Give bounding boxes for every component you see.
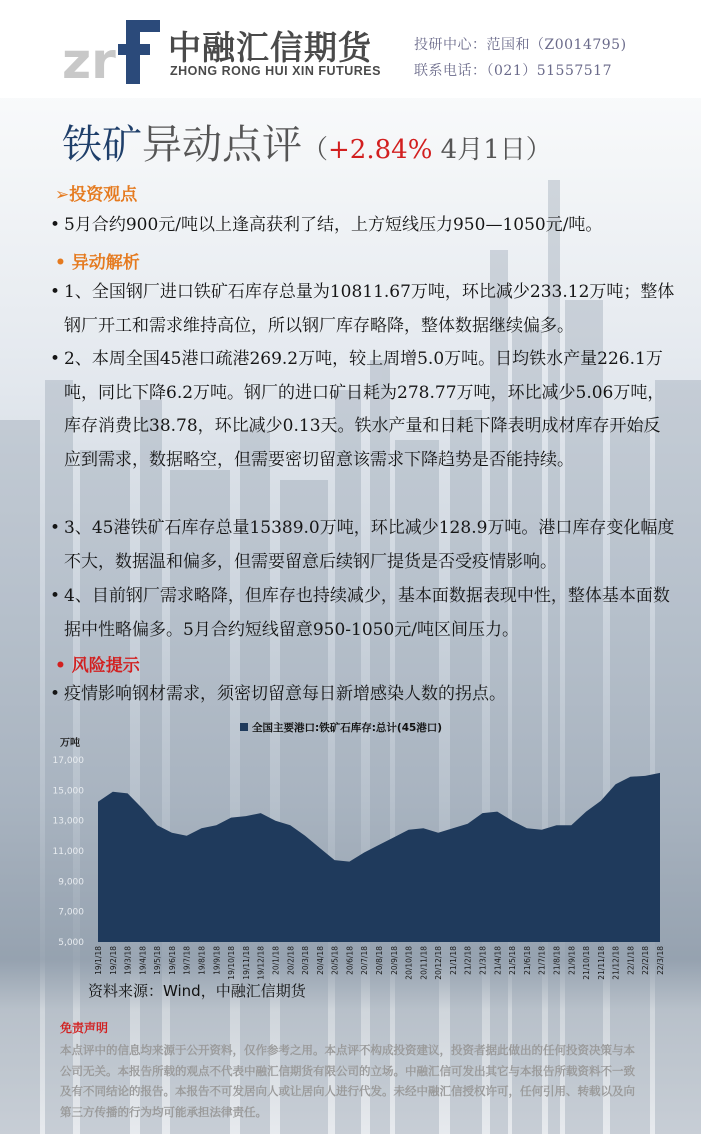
y-tick-label: 9,000 (58, 877, 84, 888)
x-tick-label: 21/6/18 (522, 946, 532, 975)
analysis-item-2: • 2、本周全国45港口疏港269.2万吨，较上周增5.0万吨。日均铁水产量226.1万吨，同比下降6.2万吨。钢厂的进口矿日耗为278.77万吨，环比减少5.06万吨，库存消费比38.78，环比减少0.13天。铁水产量和日耗下降表明成材库存开始反应到需求，数据略空，但需要密切留意该需求下降趋势是否能持续。 (50, 349, 665, 470)
risk-paragraph: • 疫情影响钢材需求，须密切留意每日新增感染人数的拐点。 (50, 684, 506, 704)
x-tick-label: 22/3/18 (656, 946, 665, 975)
x-tick-label: 19/1/18 (94, 946, 103, 975)
report-title (62, 113, 552, 170)
analysis-item-3: • 3、45港铁矿石库存总量15389.0万吨，环比减少128.9万吨。港口库存变化幅度不大，数据温和偏多，但需要留意后续钢厂提货是否受疫情影响。 (50, 518, 675, 572)
legend-label: 全国主要港口:铁矿石库存:总计(45港口) (252, 722, 443, 734)
title-change-pct: +2.84% (328, 135, 433, 165)
data-source: 资料来源：Wind，中融汇信期货 (88, 982, 306, 1000)
company-name-cn: 中融汇信期货 (168, 28, 372, 67)
x-tick-label: 19/8/18 (197, 946, 207, 975)
y-tick-label: 13,000 (52, 816, 84, 827)
analyst-contact: 投研中心：范国和（Z0014795) (414, 37, 627, 53)
x-tick-label: 20/10/18 (404, 946, 414, 980)
x-tick-label: 20/2/18 (286, 946, 296, 975)
company-logo (62, 14, 162, 84)
title-paren: （ (302, 135, 329, 165)
view-paragraph: • 5月合约900元/吨以上逢高获利了结，上方短线压力950—1050元/吨。 (50, 215, 603, 235)
legend-swatch (240, 723, 248, 731)
risk-heading: • 风险提示 (55, 656, 140, 676)
x-tick-label: 21/7/18 (537, 946, 547, 975)
inventory-area (98, 773, 660, 942)
x-tick-label: 21/4/18 (493, 946, 503, 975)
x-tick-label: 20/3/18 (301, 946, 311, 975)
x-tick-label: 19/9/18 (212, 946, 222, 975)
y-tick-label: 17,000 (52, 756, 84, 766)
x-tick-label: 22/1/18 (626, 946, 636, 975)
x-tick-label: 19/4/18 (138, 946, 148, 975)
x-tick-label: 21/3/18 (478, 946, 488, 975)
x-tick-label: 20/9/18 (389, 946, 399, 975)
x-tick-label: 21/1/18 (448, 946, 458, 975)
analysis-item-1: • 1、全国钢厂进口铁矿石库存总量为10811.67万吨，环比减少233.12万吨；整体钢厂开工和需求维持高位，所以钢厂库存略降，整体数据继续偏多。 (50, 282, 675, 336)
y-tick-label: 7,000 (58, 907, 84, 918)
x-tick-label: 21/5/18 (508, 946, 518, 975)
x-tick-label: 19/6/18 (167, 946, 177, 975)
title-commodity: 铁矿 (62, 122, 142, 168)
x-tick-label: 20/8/18 (375, 946, 384, 975)
analysis-item-4: • 4、目前钢厂需求略降，但库存也持续减少，基本面数据表现中性，整体基本面数据中性略偏多。5月合约短线留意950-1050元/吨区间压力。 (50, 586, 670, 640)
y-tick-label: 11,000 (52, 847, 84, 857)
x-tick-label: 21/9/18 (567, 946, 577, 975)
x-tick-label: 20/12/18 (434, 946, 444, 980)
x-tick-label: 21/2/18 (463, 946, 473, 975)
x-tick-label: 20/11/18 (419, 946, 429, 980)
title-date: 4月1日） (432, 135, 552, 165)
x-tick-label: 19/2/18 (108, 946, 118, 975)
x-tick-label: 19/10/18 (227, 946, 237, 980)
x-tick-label: 20/5/18 (330, 946, 340, 975)
x-tick-label: 22/2/18 (641, 946, 651, 975)
company-name-en: ZHONG RONG HUI XIN FUTURES (170, 64, 381, 78)
x-tick-label: 20/4/18 (315, 946, 325, 975)
x-tick-label: 19/11/18 (241, 946, 251, 980)
svg-text:zr: zr (62, 32, 116, 84)
analysis-heading: • 异动解析 (55, 253, 140, 273)
x-tick-label: 21/11/18 (596, 946, 606, 980)
x-tick-label: 19/3/18 (123, 946, 133, 975)
title-type: 异动点评 (142, 122, 302, 168)
y-tick-label: 5,000 (58, 938, 84, 948)
x-tick-label: 21/12/18 (611, 946, 621, 980)
inventory-chart (40, 710, 670, 982)
x-tick-label: 21/10/18 (582, 946, 592, 980)
x-tick-label: 19/7/18 (182, 946, 192, 975)
x-tick-label: 20/1/18 (271, 946, 281, 975)
y-axis-unit: 万吨 (60, 738, 80, 749)
phone-contact: 联系电话：（021）51557517 (414, 63, 612, 79)
x-tick-label: 20/7/18 (360, 946, 370, 975)
view-heading: ➢投资观点 (55, 185, 138, 205)
disclaimer-title: 免责声明 (60, 1021, 109, 1035)
inventory-chart-svg (40, 710, 670, 982)
x-tick-label: 21/8/18 (552, 946, 562, 975)
y-tick-label: 15,000 (52, 786, 84, 797)
x-tick-label: 19/12/18 (256, 946, 266, 980)
x-tick-label: 19/5/18 (153, 946, 163, 975)
report-header (0, 0, 701, 98)
disclaimer-text: 本点评中的信息均来源于公开资料，仅作参考之用。本点评不构成投资建议，投资者据此做出的任何投资决策与本公司无关。本报告所载的观点不代表中融汇信期货有限公司的立场。中融汇信可发出其它与本报告所载资料不一致及有不同结论的报告。本报告不可发居向人或让居向人进行代发。未经中融汇信授权许可，任何引用、转载以及向第三方传播的行为均可能承担法律责任。 (60, 1043, 635, 1119)
x-tick-label: 20/6/18 (345, 946, 355, 975)
